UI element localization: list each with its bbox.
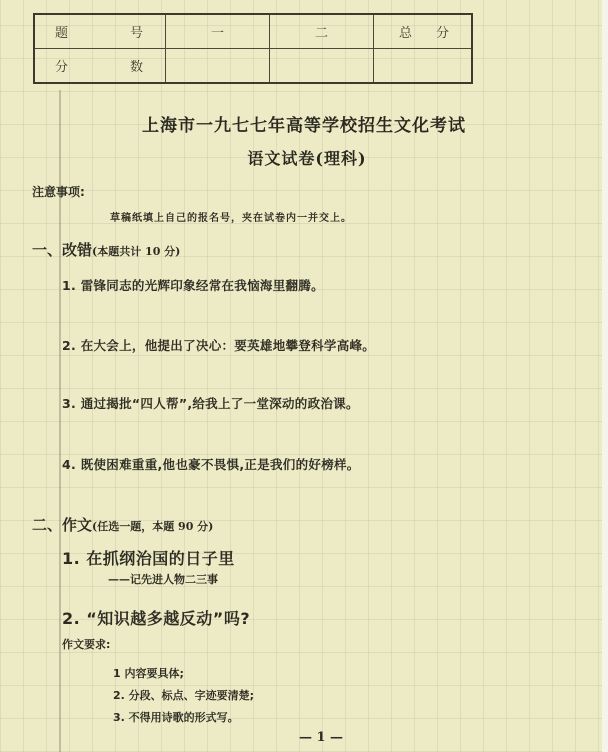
- column-header-1: 一: [166, 14, 270, 49]
- label-char: 题: [55, 26, 69, 41]
- correction-item-3: 3. 通过揭批“四人帮”,给我上了一堂深动的政治课。: [62, 396, 359, 411]
- page-number: — 1 —: [298, 730, 344, 745]
- section-2-note: (任选一题，本题 90 分): [92, 520, 214, 533]
- section-1-heading: [32, 239, 180, 260]
- label-char: 号: [129, 26, 143, 41]
- label-char: 数: [129, 60, 143, 75]
- score-cell-1: [166, 49, 270, 84]
- label-char: 分: [55, 60, 69, 75]
- score-table-score-row: [34, 49, 472, 84]
- notice-text: 草稿纸填上自己的报名号，夹在试卷内一并交上。: [110, 213, 352, 224]
- score-table: [33, 13, 473, 84]
- requirement-item-1: 1 内容要具体;: [113, 667, 184, 680]
- section-2-heading: [32, 514, 213, 535]
- essay-topic-1-subtitle: ——记先进人物二三事: [108, 573, 218, 586]
- section-2-title: 二、作文: [32, 516, 93, 534]
- score-cell-total: [374, 49, 473, 84]
- requirement-item-2: 2. 分段、标点、字迹要清楚;: [113, 689, 255, 702]
- total-score-header: [374, 14, 473, 49]
- essay-topic-1: 1. 在抓纲治国的日子里: [62, 549, 235, 568]
- section-1-title: 一、改错: [32, 241, 93, 259]
- exam-title: 上海市一九七七年高等学校招生文化考试: [142, 116, 466, 136]
- essay-topic-2: 2. “知识越多越反动”吗?: [62, 609, 251, 628]
- notice-heading: 注意事项:: [32, 185, 85, 199]
- correction-item-4: 4. 既使困难重重,他也豪不畏惧,正是我们的好榜样。: [62, 457, 360, 472]
- column-header-2: 二: [270, 14, 374, 49]
- label-char: 总: [399, 26, 413, 41]
- score-cell-2: [270, 49, 374, 84]
- exam-subtitle: 语文试卷(理科): [247, 149, 367, 168]
- question-number-label: [34, 14, 166, 49]
- correction-item-2: 2. 在大会上，他提出了决心：要英雄地攀登科学高峰。: [62, 338, 376, 353]
- label-char: 分: [435, 26, 449, 41]
- score-label: [34, 49, 166, 84]
- essay-requirements-heading: 作文要求:: [62, 638, 111, 651]
- score-table-header-row: [34, 14, 472, 49]
- section-1-note: (本题共计 10 分): [92, 245, 181, 258]
- correction-item-1: 1. 雷锋同志的光辉印象经常在我恼海里翻腾。: [62, 278, 324, 293]
- requirement-item-3: 3. 不得用诗歌的形式写。: [113, 711, 239, 724]
